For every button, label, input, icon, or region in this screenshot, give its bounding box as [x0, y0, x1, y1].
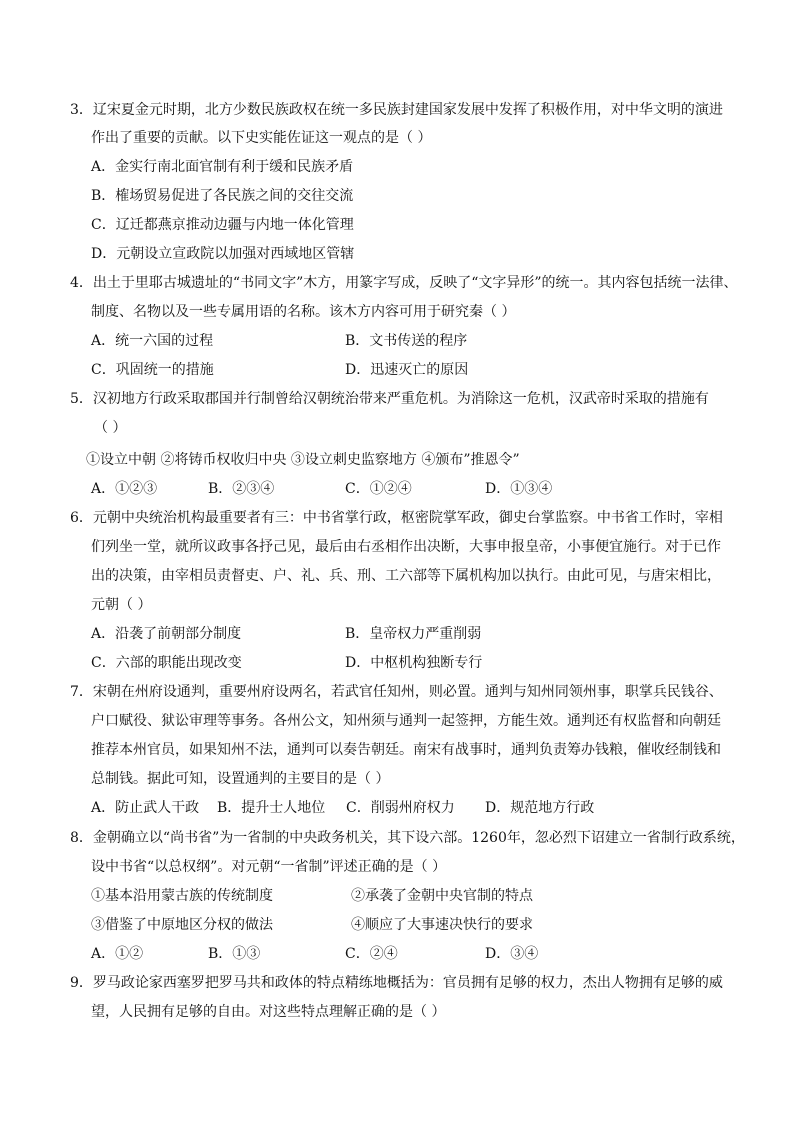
option-c[interactable]: C．②④ [345, 946, 398, 962]
option-c[interactable]: C．削弱州府权力 [346, 800, 455, 816]
statement-4: ④顺应了大事速决快行的要求 [351, 917, 533, 933]
question-stem-line: 制度、名物以及一些专属用语的名称。该木方内容可用于研究秦（ ） [91, 304, 516, 320]
question-stem-line: 们列坐一堂，就所议政事各抒己见，最后由右丞相作出决断，大事申报皇帝，小事便宜施行。对于已作 [91, 539, 721, 555]
question-stem-line: 设中书省“以总权纲”。对元朝“一省制”评述正确的是（ ） [91, 859, 447, 875]
statement-2: ②承袭了金朝中央官制的特点 [351, 888, 533, 904]
option-b[interactable]: B．皇帝权力严重削弱 [345, 626, 482, 642]
question-stem-line: 作出了重要的贡献。以下史实能佐证这一观点的是（ ） [91, 130, 432, 146]
option-d[interactable]: D．③④ [485, 946, 539, 962]
statement-3: ③借鉴了中原地区分权的做法 [91, 917, 273, 933]
statement-1: ①基本沿用蒙古族的传统制度 [91, 888, 273, 904]
question-stem-line: 4．出土于里耶古城遗址的“书同文字”木方，用篆字写成，反映了“文字异形”的统一。其内容包括统一法律、 [70, 275, 738, 291]
question-stem-line: 5．汉初地方行政采取郡国并行制曾给汉朝统治带来严重危机。为消除这一危机，汉武帝时采取的措施有 [70, 391, 709, 407]
option-c[interactable]: C．①②④ [345, 481, 412, 497]
option-a[interactable]: A．①② [91, 946, 144, 962]
question-stem-line: 6．元朝中央统治机构最重要者有三：中书省掌行政，枢密院掌军政，御史台掌监察。中书省工作时，宰相 [70, 510, 723, 526]
option-b[interactable]: B．提升士人地位 [217, 800, 326, 816]
option-b[interactable]: B．文书传送的程序 [345, 333, 468, 349]
option-d[interactable]: D．中枢机构独断专行 [345, 655, 483, 671]
option-d[interactable]: D．元朝设立宣政院以加强对西域地区管辖 [91, 246, 355, 262]
question-stem-line: 元朝（ ） [91, 597, 152, 613]
option-b[interactable]: B．②③④ [208, 481, 275, 497]
option-d[interactable]: D．规范地方行政 [485, 800, 595, 816]
option-a[interactable]: A．沿袭了前朝部分制度 [91, 626, 242, 642]
option-c[interactable]: C．六部的职能出现改变 [91, 655, 242, 671]
question-stem-line: 户口赋役、狱讼审理等事务。各州公文，知州须与通判一起签押，方能生效。通判还有权监督和向朝廷 [91, 713, 721, 729]
question-stem-line: 9．罗马政论家西塞罗把罗马共和政体的特点精练地概括为：官员拥有足够的权力，杰出人物拥有足够的威 [70, 975, 723, 991]
statement-list: ①设立中朝 ②将铸币权收归中央 ③设立刺史监察地方 ④颁布”推恩令” [86, 452, 520, 468]
question-stem-line: 推荐本州官员，如果知州不法，通判可以奏告朝廷。南宋有战事时，通判负责筹办钱粮，催收经制钱和 [91, 742, 721, 758]
question-stem-line: 出的决策，由宰相员责督吏、户、礼、兵、刑、工六部等下属机构加以执行。由此可见，与唐宋相比， [91, 568, 721, 584]
question-stem-line: 8．金朝确立以“尚书省”为一省制的中央政务机关，其下设六部。1260年，忽必烈下诏建立一省制行政系统， [70, 830, 745, 846]
option-a[interactable]: A．金实行南北面官制有利于缓和民族矛盾 [91, 159, 354, 175]
question-stem-line: 7．宋朝在州府设通判，重要州府设两名，若武官任知州，则必置。通判与知州同领州事，职掌兵民钱谷、 [70, 684, 723, 700]
option-a[interactable]: A．统一六国的过程 [91, 333, 214, 349]
option-b[interactable]: B．榷场贸易促进了各民族之间的交往交流 [91, 188, 354, 204]
option-a[interactable]: A．①②③ [91, 481, 158, 497]
question-stem-line: （ ） [94, 420, 127, 436]
option-d[interactable]: D．迅速灭亡的原因 [345, 362, 469, 378]
question-stem-line: 3．辽宋夏金元时期，北方少数民族政权在统一多民族封建国家发展中发挥了积极作用，对中华文明的演进 [70, 102, 723, 118]
question-stem-line: 望，人民拥有足够的自由。对这些特点理解正确的是（ ） [91, 1004, 446, 1020]
option-d[interactable]: D．①③④ [485, 481, 553, 497]
option-b[interactable]: B．①③ [208, 946, 261, 962]
question-stem-line: 总制钱。据此可知，设置通判的主要目的是（ ） [91, 771, 390, 787]
option-c[interactable]: C．巩固统一的措施 [91, 362, 214, 378]
option-c[interactable]: C．辽迁都燕京推动边疆与内地一体化管理 [91, 217, 354, 233]
option-a[interactable]: A．防止武人干政 [91, 800, 200, 816]
